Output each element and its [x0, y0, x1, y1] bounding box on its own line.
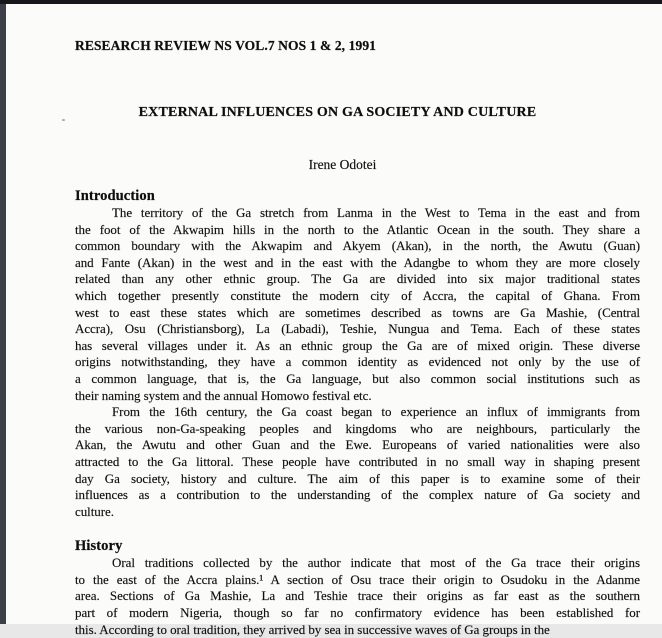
paper-title: EXTERNAL INFLUENCES ON GA SOCIETY AND CULTURE	[138, 105, 537, 120]
text-line: related than any other ethnic group. The Ga are divided into six major traditional states	[75, 271, 640, 287]
text-line: part of modern Nigeria, though so far no confirmatory evidence has been established for	[75, 605, 640, 621]
scan-speck-artifact	[62, 119, 65, 121]
section-heading-history: History	[75, 538, 123, 555]
scan-top-edge-bar	[0, 0, 662, 4]
text-line: the foot of the Akwapim hills in the north to the Atlantic Ocean in the south. They share a	[75, 221, 640, 237]
text-line: common boundary with the Akwapim and Akyem (Akan), in the north, the Awutu (Guan)	[75, 238, 640, 254]
text-line: their naming system and the annual Homowo festival etc.	[75, 387, 372, 403]
text-line: this. According to oral tradition, they arrived by sea in successive waves of Ga groups in the	[75, 621, 550, 637]
text-line: Oral traditions collected by the author indicate that most of the Ga trace their origins	[112, 555, 640, 571]
author-name: Irene Odotei	[308, 157, 377, 172]
text-line: culture.	[75, 503, 114, 519]
text-line: area. Sections of Ga Mashie, La and Teshie trace their origins as far east as the southern	[75, 588, 640, 604]
scan-left-edge-bar	[0, 0, 6, 624]
text-line: attracted to the Ga littoral. These people have contributed in no small way in shaping present	[75, 453, 640, 469]
text-line: and Fante (Akan) in the west and in the east with the Adangbe to whom they are more closely	[75, 254, 640, 270]
section-heading-introduction: Introduction	[75, 188, 155, 204]
text-line: which together presently constitute the modern city of Accra, the capital of Ghana. From	[75, 287, 640, 303]
text-line: origins notwithstanding, they have a common identity as evidenced not only by the use of	[75, 354, 640, 370]
text-line: to the east of the Accra plains.¹ A section of Osu trace their origin to Osudoku in the Adanme	[75, 571, 640, 587]
introduction-paragraph-2	[75, 404, 640, 520]
text-line: Accra), Osu (Christiansborg), La (Labadi), Teshie, Nungua and Tema. Each of these states	[75, 321, 640, 337]
text-line: day Ga society, history and culture. The aim of this paper is to examine some of their	[75, 470, 640, 486]
introduction-paragraph-1	[75, 205, 640, 404]
text-line: influences as a contribution to the understanding of the complex nature of Ga society and	[75, 487, 640, 503]
text-line: a common language, that is, the Ga language, but also common social institutions such as	[75, 370, 640, 386]
history-paragraph-1	[75, 555, 640, 638]
page-content	[75, 0, 640, 638]
text-line: Akan, the Awutu and other Guan and the Ewe. Europeans of varied nationalities were also	[75, 437, 640, 453]
text-line: has several villages under it. As an ethnic group the Ga are of mixed origin. These diverse	[75, 337, 640, 353]
text-line: The territory of the Ga stretch from Lanma in the West to Tema in the east and from	[112, 205, 640, 220]
journal-header: RESEARCH REVIEW NS VOL.7 NOS 1 & 2, 1991	[75, 38, 377, 53]
text-line: From the 16th century, the Ga coast began to experience an influx of immigrants from	[112, 404, 640, 420]
text-line: the various non-Ga-speaking peoples and kingdoms who are neighbours, particularly the	[75, 420, 640, 436]
text-line: west to east these states which are sometimes described as towns are Ga Mashie, (Central	[75, 304, 640, 320]
